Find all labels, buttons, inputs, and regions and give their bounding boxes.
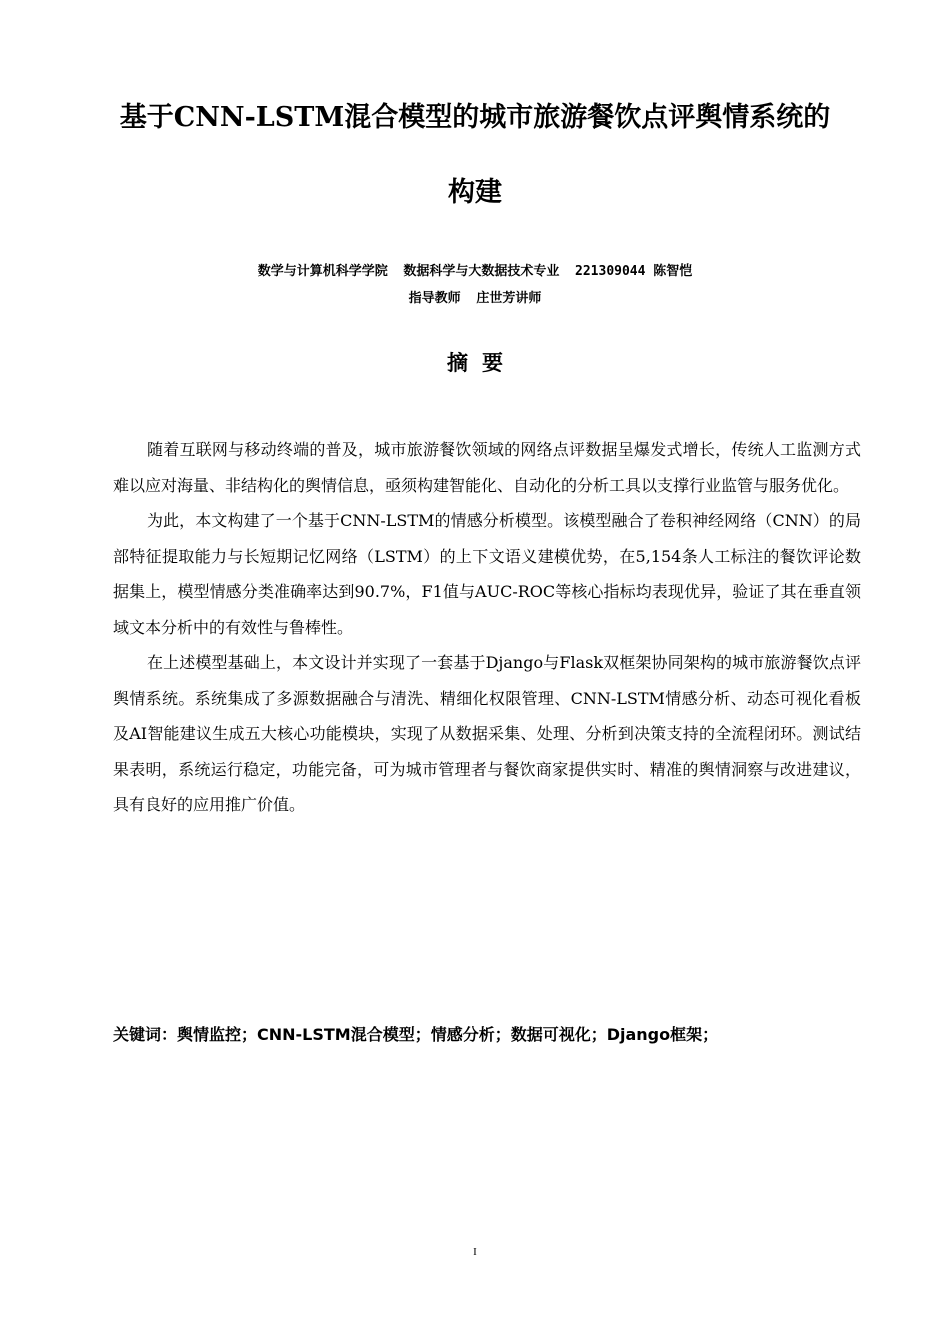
abstract-paragraph: 随着互联网与移动终端的普及，城市旅游餐饮领域的网络点评数据呈爆发式增长，传统人工监测方式难以应对海量、非结构化的舆情信息，亟须构建智能化、自动化的分析工具以支撑行业监管与服务优化。 [113, 440, 861, 495]
page-number: I [473, 1246, 477, 1258]
supervisor-info: 指导教师 庄世芳讲师 [408, 291, 542, 306]
keywords: 关键词：舆情监控；CNN-LSTM混合模型；情感分析；数据可视化；Django框架； [113, 1025, 719, 1044]
author-info: 数学与计算机科学学院 数据科学与大数据技术专业 221309044 陈智恺 [257, 264, 693, 279]
paper-title-line-1: 基于CNN-LSTM混合模型的城市旅游餐饮点评舆情系统的 [119, 102, 831, 133]
abstract-paragraph: 为此，本文构建了一个基于CNN-LSTM的情感分析模型。该模型融合了卷积神经网络（CNN）的局部特征提取能力与长短期记忆网络（LSTM）的上下文语义建模优势，在5,154条人工标注的餐饮评论数据集上，模型情感分类准确率达到90.7%，F1值与AUC-ROC等核心指标均表现优异，验证了其在垂直领域文本分析中的有效性与鲁棒性。 [113, 511, 861, 637]
paper-title-line-2: 构建 [448, 177, 502, 208]
abstract-paragraph: 在上述模型基础上，本文设计并实现了一套基于Django与Flask双框架协同架构的城市旅游餐饮点评舆情系统。系统集成了多源数据融合与清洗、精细化权限管理、CNN-LSTM情感分析、动态可视化看板及AI智能建议生成五大核心功能模块，实现了从数据采集、处理、分析到决策支持的全流程闭环。测试结果表明，系统运行稳定，功能完备，可为城市管理者与餐饮商家提供实时、精准的舆情洞察与改进建议，具有良好的应用推广价值。 [113, 653, 861, 814]
abstract-body [113, 432, 861, 823]
abstract-heading: 摘要 [447, 351, 517, 375]
